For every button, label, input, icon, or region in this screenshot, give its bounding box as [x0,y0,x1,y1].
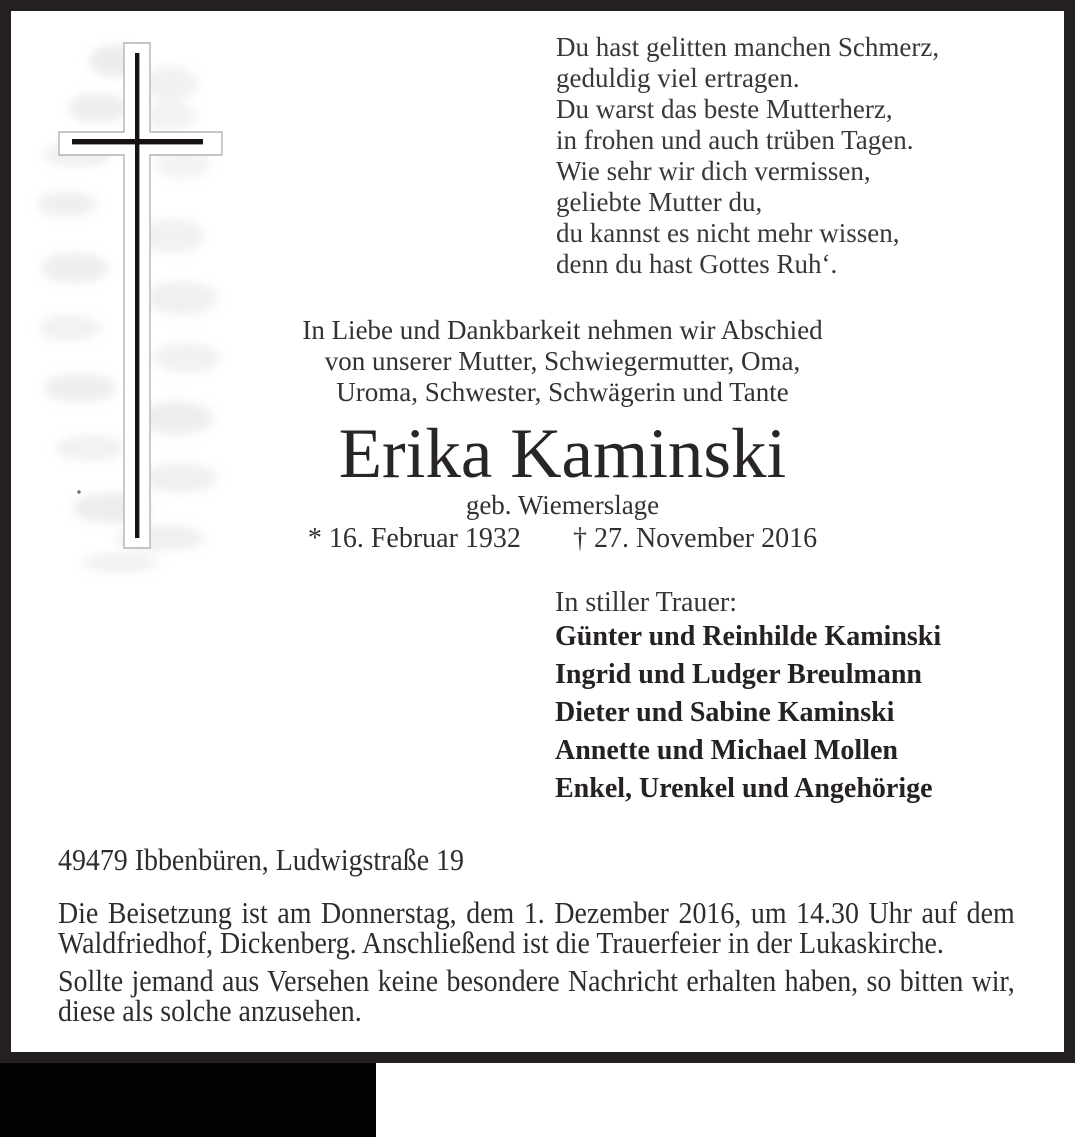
birth-date: * 16. Februar 1932 [307,523,521,554]
mourner-name: Enkel, Urenkel und Angehörige [555,773,933,804]
intro-line: Uroma, Schwester, Schwägerin und Tante [336,377,789,407]
deceased-name: Erika Kaminski [338,415,787,493]
address-line: 49479 Ibbenbüren, Ludwigstraße 19 [58,842,465,877]
mourner-name: Ingrid und Ludger Breulmann [555,659,922,690]
intro-line: In Liebe und Dankbarkeit nehmen wir Abschied [302,315,823,345]
poem-line: in frohen und auch trüben Tagen. [556,125,914,155]
funeral-line: Die Beisetzung ist am Donnerstag, dem 1. Dezember 2016, um 14.30 Uhr auf dem [58,895,1015,930]
funeral-details [58,895,1015,960]
poem-line: du kannst es nicht mehr wissen, [556,218,900,248]
repeat-notice [58,963,1015,1028]
memorial-cross-icon [20,36,230,586]
funeral-line: Waldfriedhof, Dickenberg. Anschließend ist die Trauerfeier in der Lukaskirche. [58,925,944,960]
notice-line: Sollte jemand aus Versehen keine besondere Nachricht erhalten haben, so bitten wir, [58,963,1015,998]
intro-line: von unserer Mutter, Schwiegermutter, Oma, [324,346,801,376]
maiden-name: geb. Wiemerslage [465,490,660,520]
poem-line: Du hast gelitten manchen Schmerz, [556,32,940,62]
poem-line: denn du hast Gottes Ruh‘. [556,249,838,279]
death-date: † 27. November 2016 [572,523,818,554]
memorial-poem [556,32,939,280]
poem-line: Du warst das beste Mutterherz, [556,94,893,124]
life-dates [250,523,875,555]
redaction-block [0,1063,376,1137]
mourners-list [555,618,941,808]
mourning-label: In stiller Trauer: [555,587,737,618]
farewell-intro [250,315,875,408]
poem-line: Wie sehr wir dich vermissen, [556,156,871,186]
poem-line: geduldig viel ertragen. [556,63,800,93]
poem-line: geliebte Mutter du, [556,187,763,217]
mourner-name: Dieter und Sabine Kaminski [555,697,895,728]
notice-line: diese als solche anzusehen. [58,993,362,1028]
mourner-name: Günter und Reinhilde Kaminski [555,621,942,652]
mourner-name: Annette und Michael Mollen [555,735,898,766]
